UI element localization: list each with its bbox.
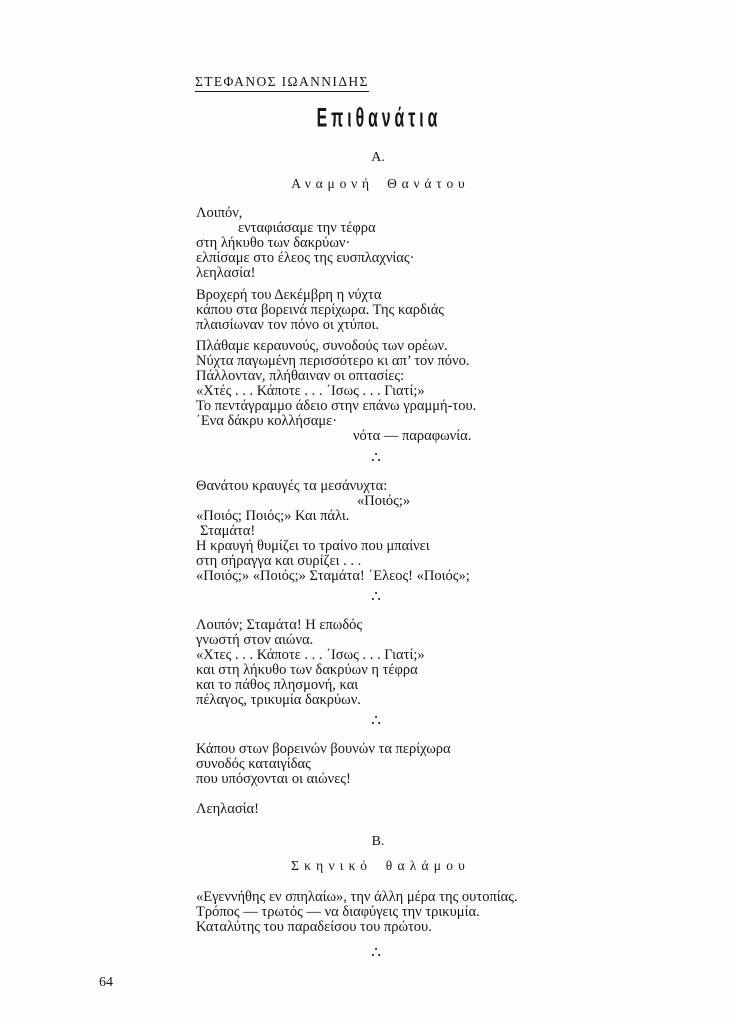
poem-line: «Χτες . . . Κάποτε . . . ΄Ισως . . . Γιατί;» — [196, 647, 425, 663]
poem-line: Σταμάτα! — [200, 523, 256, 539]
section-b-subtitle: Σκηνικό θαλάμου — [291, 858, 471, 873]
poem-line: Θανάτου κραυγές τα μεσάνυχτα: — [196, 478, 388, 494]
poem-line: Η κραυγή θυμίζει το τραίνο που μπαίνει — [196, 538, 430, 554]
poem-line: «Εγεννήθης εν σπηλαίω», την άλλη μέρα της ουτοπίας. — [196, 889, 518, 905]
poem-line: «Ποιός;» — [357, 493, 411, 509]
section-separator: ∴ — [371, 587, 381, 605]
poem-line: λεηλασία! — [196, 265, 256, 281]
poem-line: Λοιπόν; Σταμάτα! Η επωδός — [196, 617, 363, 633]
poem-line: Λεηλασία! — [196, 801, 259, 817]
stanza-a4 — [196, 479, 470, 584]
poem-line: ελπίσαμε στο έλεος της ευσπλαχνίας· — [196, 250, 415, 266]
poem-line: συνοδός καταιγίδας — [196, 756, 311, 772]
poem-line: «Ποιός;» «Ποιός;» Σταμάτα! ΄Ελεος! «Ποιός»; — [196, 568, 470, 584]
section-a-numeral: Α. — [371, 150, 385, 165]
poem-line: Πλάθαμε κεραυνούς, συνοδούς των ορέων. — [196, 338, 448, 354]
poem-line: στη λήκυθο των δακρύων· — [196, 235, 351, 251]
stanza-a6 — [196, 742, 451, 787]
poem-line: ΄Ενα δάκρυ κολλήσαμε· — [196, 413, 338, 429]
poem-line: Κάπου στων βορεινών βουνών τα περίχωρα — [196, 741, 451, 757]
poem-line: Τρόπος — τρωτός — να διαφύγεις την τρικυμία. — [196, 904, 480, 920]
stanza-a5 — [196, 618, 425, 708]
section-separator: ∴ — [371, 943, 381, 961]
poem-line: Καταλύτης του παραδείσου του πρώτου. — [196, 919, 432, 935]
poem-line: πλαισίωναν τον πόνο οι χτύποι. — [196, 317, 380, 333]
poem-line: Το πεντάγραμμο άδειο στην επάνω γραμμή-του. — [196, 398, 477, 414]
poem-line: γνωστή στον αιώνα. — [196, 632, 314, 648]
poem-line: νότα — παραφωνία. — [353, 428, 472, 444]
poem-line: στη σήραγγα και συρίζει . . . — [196, 553, 362, 569]
poem-line: Πάλλονταν, πλήθαιναν οι οπτασίες: — [196, 368, 405, 384]
author-name: ΣΤΕΦΑΝΟΣ ΙΩΑΝΝΙΔΗΣ — [195, 74, 369, 92]
poem-line: κάπου στα βορεινά περίχωρα. Της καρδιάς — [196, 302, 445, 318]
poem-line: Βροχερή του Δεκέμβρη η νύχτα — [196, 287, 382, 303]
poem-line: «Ποιός; Ποιός;» Και πάλι. — [196, 508, 350, 524]
section-separator: ∴ — [371, 711, 381, 729]
poem-line: Λοιπόν, — [196, 205, 243, 221]
poem-line: ενταφιάσαμε την τέφρα — [238, 220, 376, 236]
poem-title: Επιθανάτια — [316, 103, 442, 134]
stanza-a2 — [196, 288, 444, 333]
poem-line: Νύχτα παγωμένη περισσότερο κι απ’ τον πόνο. — [196, 353, 470, 369]
section-separator: ∴ — [371, 448, 381, 466]
stanza-a1 — [196, 206, 414, 281]
poem-line: και στη λήκυθο των δακρύων η τέφρα — [196, 662, 418, 678]
stanza-a7 — [196, 802, 259, 817]
poem-line: που υπόσχονται οι αιώνες! — [196, 771, 351, 787]
poem-line: πέλαγος, τρικυμία δακρύων. — [196, 692, 361, 708]
poem-line: και το πάθος πλησμονή, και — [196, 677, 359, 693]
section-a-subtitle: Αναμονή Θανάτου — [291, 176, 470, 191]
page-number: 64 — [99, 975, 113, 990]
stanza-b1 — [196, 890, 518, 935]
section-b-numeral: Β. — [371, 834, 385, 849]
stanza-a3 — [196, 339, 476, 444]
poem-line: «Χτές . . . Κάποτε . . . ΄Ισως . . . Γιατί;» — [196, 383, 425, 399]
